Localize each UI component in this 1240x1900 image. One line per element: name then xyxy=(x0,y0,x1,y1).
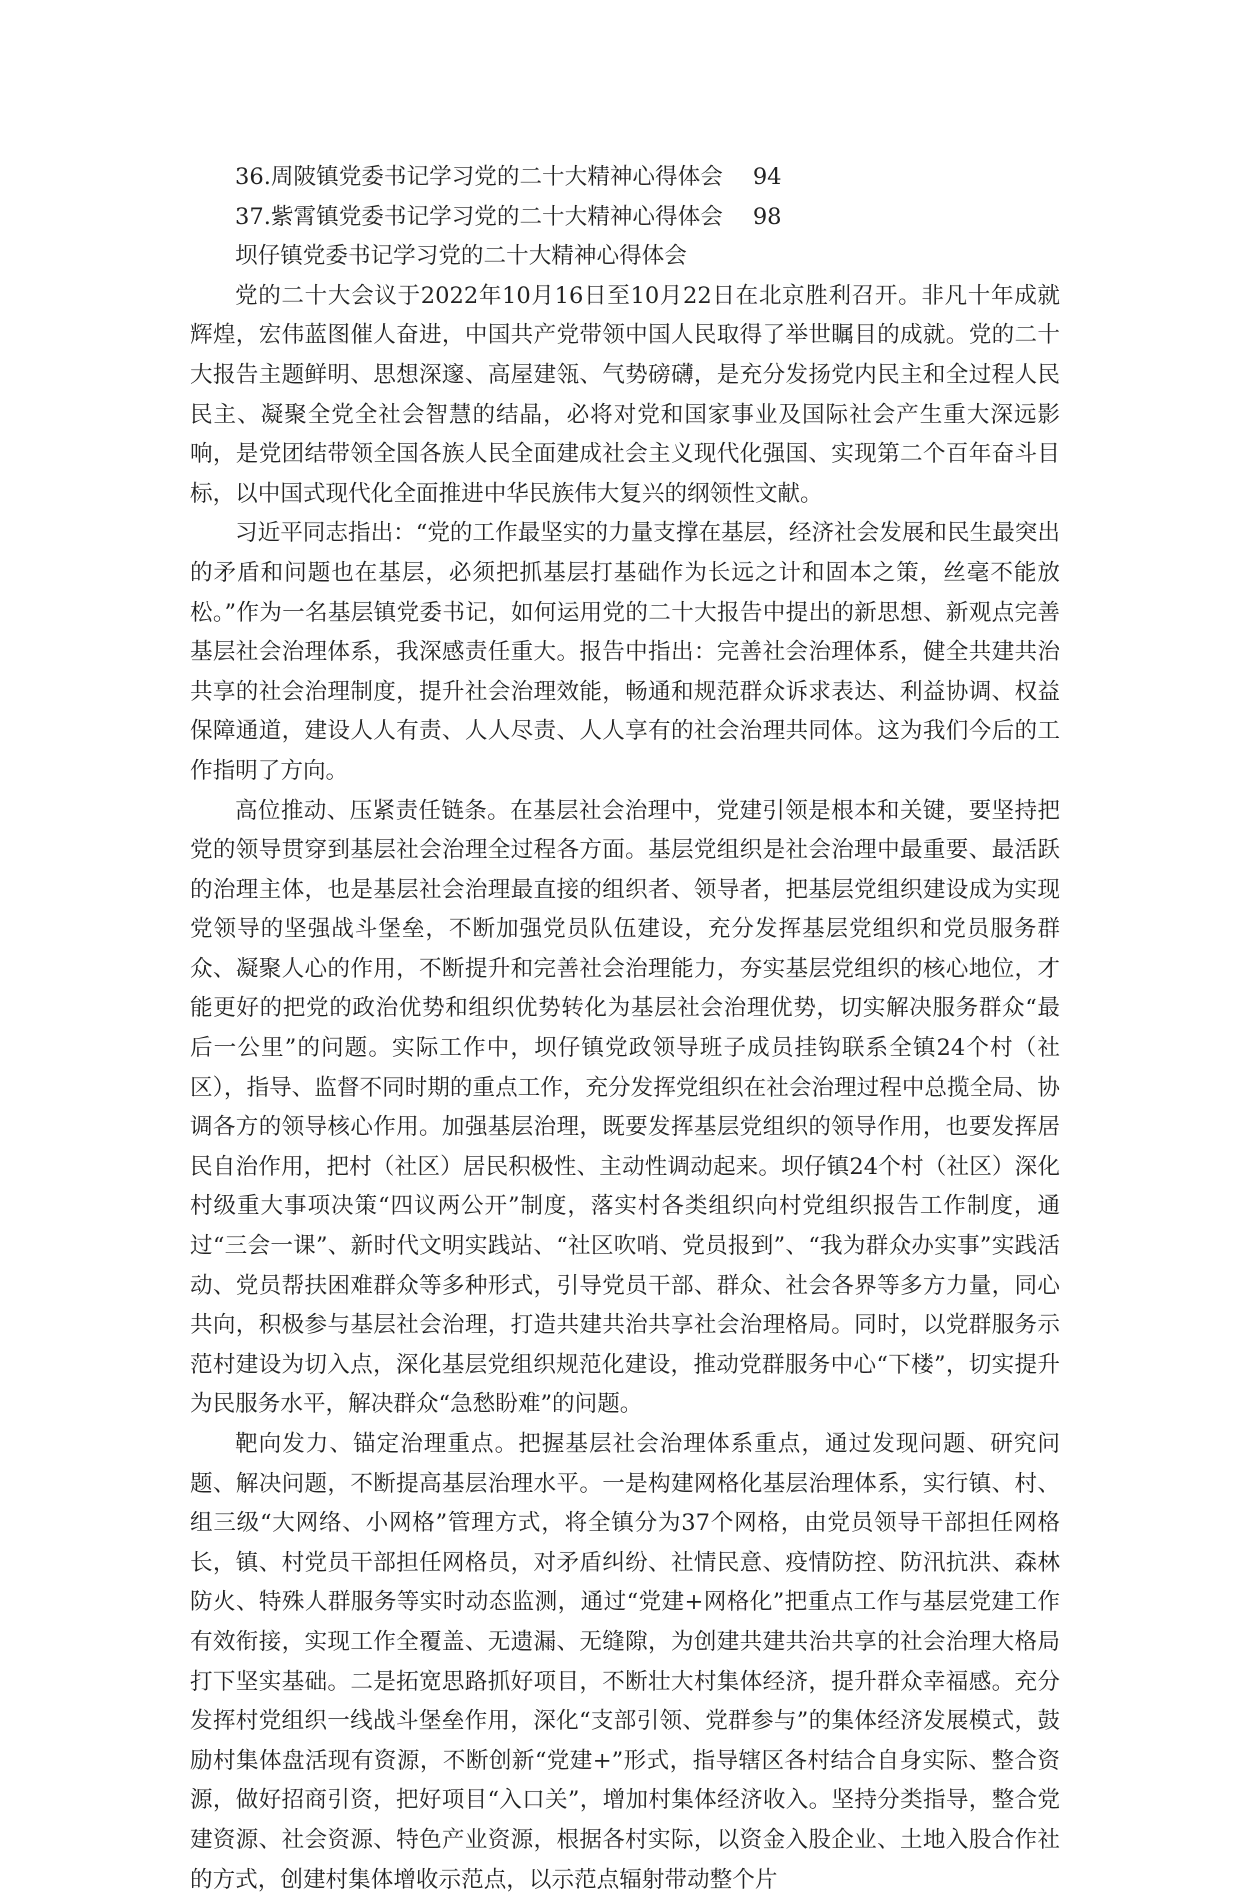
toc-entry xyxy=(190,158,1060,198)
toc-entry-title: 36.周陂镇党委书记学习党的二十大精神心得体会 xyxy=(235,164,723,190)
document-page xyxy=(190,158,1060,1900)
body-paragraph: 党的二十大会议于2022年10月16日至10月22日在北京胜利召开。非凡十年成就辉煌，宏伟蓝图催人奋进，中国共产党带领中国人民取得了举世瞩目的成就。党的二十大报告主题鲜明、思想深邃、高屋建瓴、气势磅礴，是充分发扬党内民主和全过程人民民主、凝聚全党全社会智慧的结晶，必将对党和国家事业及国际社会产生重大深远影响，是党团结带领全国各族人民全面建成社会主义现代化强国、实现第二个百年奋斗目标，以中国式现代化全面推进中华民族伟大复兴的纲领性文献。 xyxy=(190,282,1060,507)
toc-entry xyxy=(190,198,1060,238)
article-title: 坝仔镇党委书记学习党的二十大精神心得体会 xyxy=(235,243,687,270)
body-paragraph: 习近平同志指出：“党的工作最坚实的力量支撑在基层，经济社会发展和民生最突出的矛盾和问题也在基层，必须把抓基层打基础作为长远之计和固本之策，丝毫不能放松。”作为一名基层镇党委书记，如何运用党的二十大报告中提出的新思想、新观点完善基层社会治理体系，我深感责任重大。报告中指出：完善社会治理体系，健全共建共治共享的社会治理制度，提升社会治理效能，畅通和规范群众诉求表达、利益协调、权益保障通道，建设人人有责、人人尽责、人人享有的社会治理共同体。这为我们今后的工作指明了方向。 xyxy=(190,520,1060,784)
toc-entry-title: 37.紫霄镇党委书记学习党的二十大精神心得体会 xyxy=(235,203,723,230)
toc-entry-page: 98 xyxy=(752,203,782,230)
body-paragraph: 靶向发力、锚定治理重点。把握基层社会治理体系重点，通过发现问题、研究问题、解决问题，不断提高基层治理水平。一是构建网格化基层治理体系，实行镇、村、组三级“大网络、小网格”管理方式，将全镇分为37个网格，由党员领导干部担任网格长，镇、村党员干部担任网格员，对矛盾纠纷、社情民意、疫情防控、防汛抗洪、森林防火、特殊人群服务等实时动态监测，通过“党建+网格化”把重点工作与基层党建工作有效衔接，实现工作全覆盖、无遗漏、无缝隙，为创建共建共治共享的社会治理大格局打下坚实基础。二是拓宽思路抓好项目，不断壮大村集体经济，提升群众幸福感。充分发挥村党组织一线战斗堡垒作用，深化“支部引领、党群参与”的集体经济发展模式，鼓励村集体盘活现有资源，不断创新“党建+”形式，指导辖区各村结合自身实际、整合资源，做好招商引资，把好项目“入口关”，增加村集体经济收入。坚持分类指导，整合党建资源、社会资源、特色产业资源，根据各村实际，以资金入股企业、土地入股合作社的方式，创建村集体增收示范点，以示范点辐射带动整个片 xyxy=(190,1431,1060,1893)
toc-entry-page: 94 xyxy=(752,164,782,190)
body-paragraph: 高位推动、压紧责任链条。在基层社会治理中，党建引领是根本和关键，要坚持把党的领导贯穿到基层社会治理全过程各方面。基层党组织是社会治理中最重要、最活跃的治理主体，也是基层社会治理最直接的组织者、领导者，把基层党组织建设成为实现党领导的坚强战斗堡垒，不断加强党员队伍建设，充分发挥基层党组织和党员服务群众、凝聚人心的作用，不断提升和完善社会治理能力，夯实基层党组织的核心地位，才能更好的把党的政治优势和组织优势转化为基层社会治理优势，切实解决服务群众“最后一公里”的问题。实际工作中，坝仔镇党政领导班子成员挂钩联系全镇24个村（社区），指导、监督不同时期的重点工作，充分发挥党组织在社会治理过程中总揽全局、协调各方的领导核心作用。加强基层治理，既要发挥基层党组织的领导作用，也要发挥居民自治作用，把村（社区）居民积极性、主动性调动起来。坝仔镇24个村（社区）深化村级重大事项决策“四议两公开”制度，落实村各类组织向村党组织报告工作制度，通过“三会一课”、新时代文明实践站、“社区吹哨、党员报到”、“我为群众办实事”实践活动、党员帮扶困难群众等多种形式，引导党员干部、群众、社会各界等多方力量，同心共向，积极参与基层社会治理，打造共建共治共享社会治理格局。同时，以党群服务示范村建设为切入点，深化基层党组织规范化建设，推动党群服务中心“下楼”，切实提升为民服务水平，解决群众“急愁盼难”的问题。 xyxy=(190,797,1060,1418)
